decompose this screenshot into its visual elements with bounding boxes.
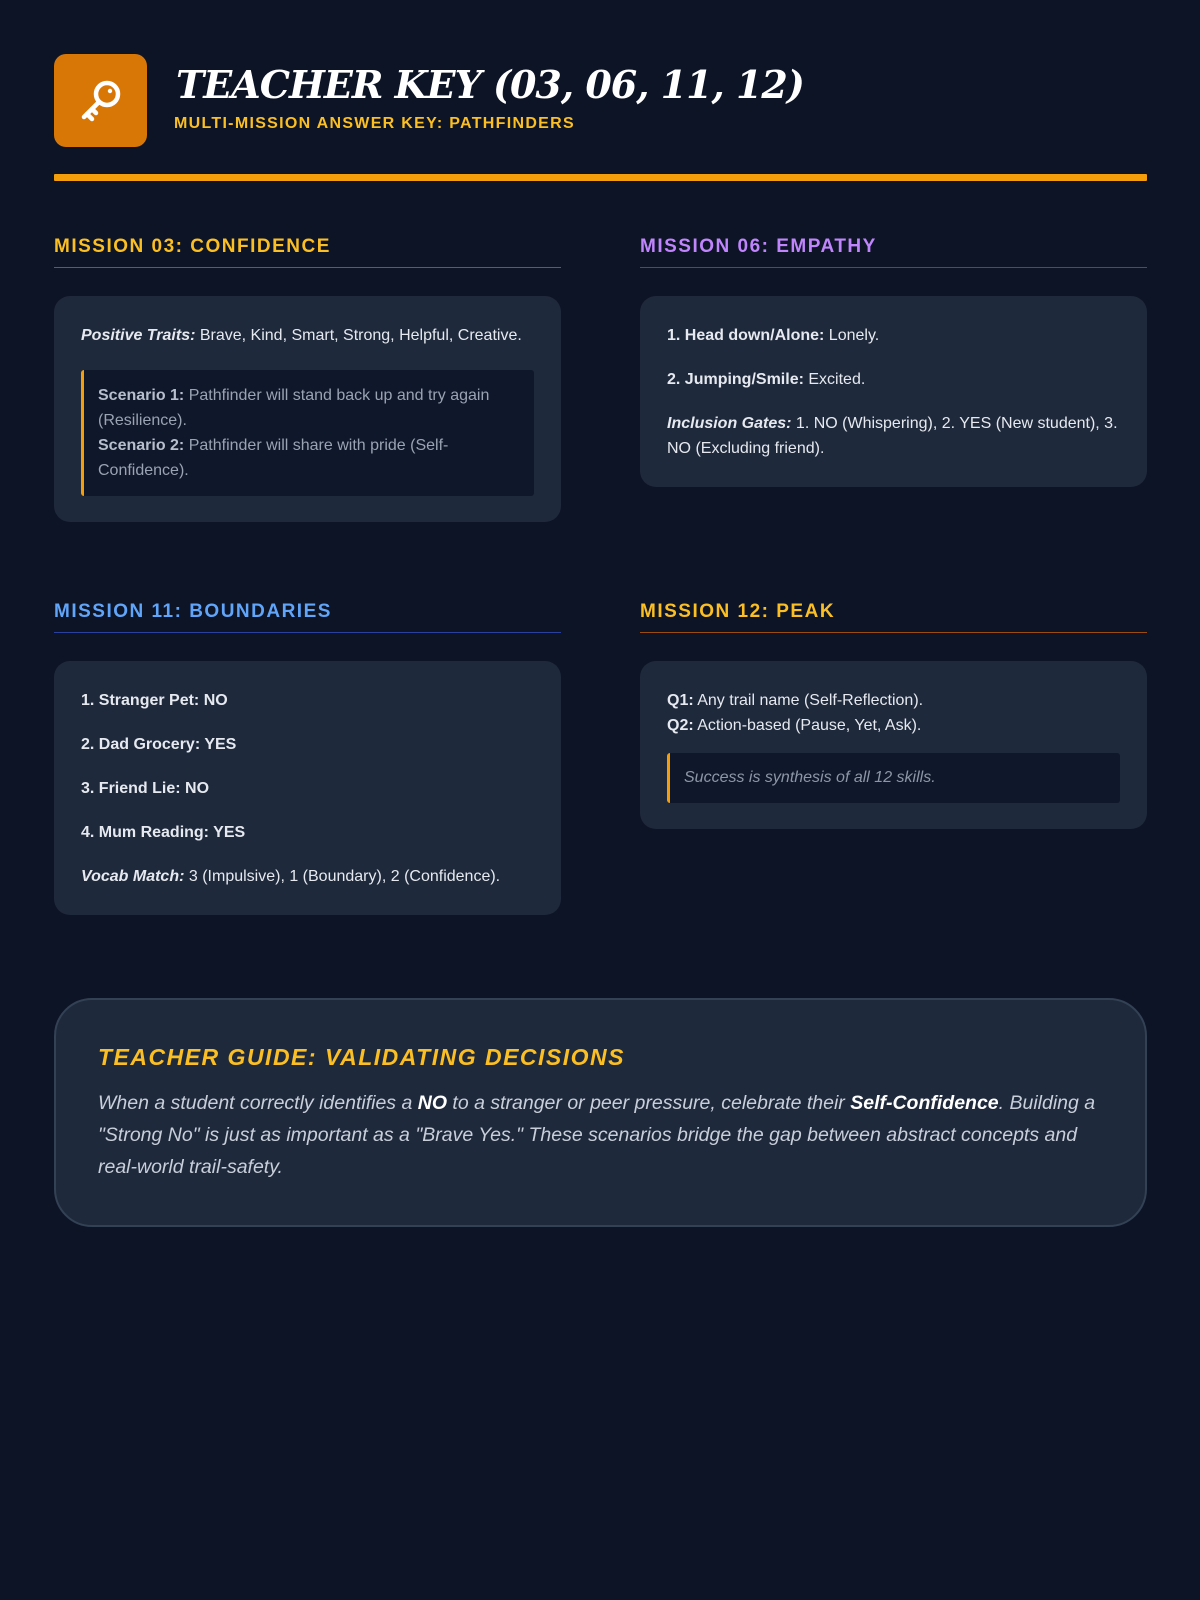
guide-text-no: NO: [417, 1092, 447, 1114]
empathy-item-2: [667, 367, 1120, 392]
mission-11-card: [54, 661, 561, 915]
teacher-guide-box: [54, 998, 1147, 1227]
mission-06-title: MISSION 06: EMPATHY: [640, 236, 1147, 268]
question-1-value: Any trail name (Self-Reflection).: [693, 692, 924, 709]
teacher-guide-title: TEACHER GUIDE: VALIDATING DECISIONS: [98, 1044, 625, 1070]
empathy-item-2-label: 2. Jumping/Smile:: [667, 371, 804, 388]
guide-text-self-confidence: Self-Confidence: [850, 1092, 999, 1114]
scenario-box: [81, 370, 534, 496]
scenario-2-label: Scenario 2:: [98, 437, 185, 454]
mission-12-card: [640, 661, 1147, 829]
guide-text-part-1: When a student correctly identifies a: [98, 1092, 418, 1114]
page-title: TEACHER KEY (03, 06, 11, 12): [176, 62, 804, 107]
scenario-1-value: Pathfinder will stand back up and try again (Resilience).: [98, 387, 490, 429]
mission-03-card: [54, 296, 561, 522]
boundary-item: 1. Stranger Pet: NO: [81, 692, 228, 709]
vocab-match: [81, 864, 534, 889]
boundary-item: 3. Friend Lie: NO: [81, 780, 210, 797]
guide-text-part-2: to a stranger or peer pressure, celebrate their: [447, 1092, 851, 1114]
question-2-value: Action-based (Pause, Yet, Ask).: [693, 717, 922, 734]
inclusion-gates-label: Inclusion Gates:: [667, 415, 792, 432]
empathy-item-1-label: 1. Head down/Alone:: [667, 327, 825, 344]
mission-03-section: [54, 236, 561, 522]
question-2-label: Q2:: [667, 717, 694, 734]
success-quote: Success is synthesis of all 12 skills.: [667, 753, 1120, 803]
inclusion-gates: [667, 411, 1120, 461]
page-subtitle: MULTI-MISSION ANSWER KEY: PATHFINDERS: [174, 115, 575, 132]
mission-12-section: [640, 601, 1147, 829]
empathy-item-2-value: Excited.: [803, 371, 866, 388]
mission-11-section: [54, 601, 561, 915]
empathy-item-1-value: Lonely.: [824, 327, 880, 344]
inclusion-gates-value: 1. NO (Whispering), 2. YES (New student), 3. NO (Excluding friend).: [667, 415, 1118, 457]
mission-12-title: MISSION 12: PEAK: [640, 601, 1147, 633]
mission-06-card: [640, 296, 1147, 487]
mission-11-title: MISSION 11: BOUNDARIES: [54, 601, 561, 633]
vocab-match-label: Vocab Match:: [81, 868, 185, 885]
page-header: [54, 54, 1147, 180]
scenario-2-value: Pathfinder will share with pride (Self-Confidence).: [98, 437, 449, 479]
question-1-label: Q1:: [667, 692, 694, 709]
logo-badge: [54, 54, 147, 147]
teacher-guide-text: [98, 1087, 1103, 1183]
question-2: [667, 713, 1120, 738]
vocab-match-value: 3 (Impulsive), 1 (Boundary), 2 (Confidence).: [184, 868, 501, 885]
positive-traits-label: Positive Traits:: [81, 327, 196, 344]
positive-traits-value: Brave, Kind, Smart, Strong, Helpful, Creative.: [195, 327, 522, 344]
scenario-1: [98, 383, 520, 433]
header-divider: [54, 174, 1147, 181]
key-icon: [74, 74, 128, 128]
scenario-2: [98, 433, 520, 483]
mission-03-title: MISSION 03: CONFIDENCE: [54, 236, 561, 268]
empathy-item-1: [667, 323, 1120, 348]
positive-traits: [81, 323, 534, 348]
question-1: [667, 688, 1120, 713]
scenario-1-label: Scenario 1:: [98, 387, 185, 404]
mission-06-section: [640, 236, 1147, 487]
guide-text-part-3: . Building a "Strong No" is just as important as a "Brave Yes." These scenarios bridge the gap between abstract concepts and real-world trail-safety.: [98, 1092, 1096, 1178]
boundary-item: 4. Mum Reading: YES: [81, 824, 246, 841]
boundary-item: 2. Dad Grocery: YES: [81, 736, 237, 753]
